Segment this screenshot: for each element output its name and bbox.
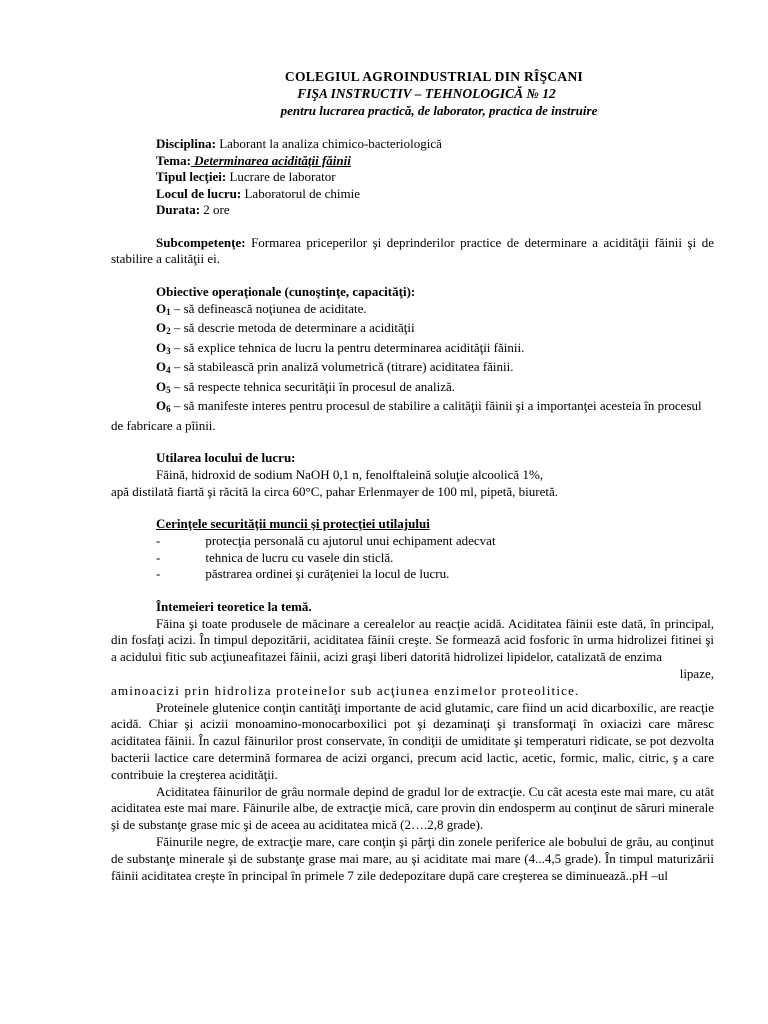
theory-paragraph-3: Aciditatea făinurilor de grâu normale depind de gradul lor de extracţie. Cu cât acesta este mai mare, cu atât aciditatea este mai mare. Făinurile albe, de extracţie mică, care provin din endosperm au conţinut de săruri minerale şi de substanţe grase mic şi de aceea au aciditatea mică (2….2,8 grade). [111,783,714,833]
lesson-meta [111,136,714,219]
objective-item: $O_4$ – să stabilească prin analiză volumetrică (titrare) aciditatea făinii. [156,359,514,376]
meta-lesson-type [156,169,714,186]
safety-title: Cerinţele securităţii muncii şi protecţiei utilajului [156,516,430,532]
duration-value: 2 ore [200,202,230,217]
workplace-title: Utilarea locului de lucru: [156,450,296,466]
lesson-type-label: Tipul lecţiei: [156,169,227,184]
safety-item: - tehnica de lucru cu vasele din sticlă. [156,549,394,565]
meta-place [156,186,714,203]
place-label: Locul de lucru: [156,185,242,201]
sheet-title: FIŞA INSTRUCTIV – TEHNOLOGICĂ № 12 [297,86,556,101]
document-body [111,136,714,884]
document-header [0,68,768,119]
discipline-value: Laborant la analiza chimico-bacteriologică [215,136,442,151]
theory-section [111,599,714,885]
subcompetences-paragraph [111,235,714,269]
topic-value: Determinarea acidităţii făinii [190,152,351,168]
objectives-title: Obiective operaţionale (cunoştinţe, capacităţi): [156,284,416,300]
objective-item: $O_1$ – să definească noţiunea de aciditate. [156,300,367,317]
theory-title: Întemeieri teoretice la temă. [156,598,312,614]
meta-duration [156,202,714,219]
meta-topic [156,153,714,170]
safety-item: - protecţia personală cu ajutorul unui echipament adecvat [156,533,496,549]
objective-item: $O_2$ – să descrie metoda de determinare a acidităţii [156,320,415,337]
theory-paragraph-4: Făinurile negre, de extracţie mare, care conţin şi părţi din zonele periferice ale bobului de grâu, au conţinut de substanţe minerale şi de substanţe grase mai mare, au şi aciditate mai mare (4...4,5 grade). În timpul maturizării făinii aciditatea creşte în principal în primele 7 zile dedepozitare după care creşterea se diminuează..pH –ul [111,833,714,883]
discipline-label: Disciplina: [156,136,216,151]
topic-label: Tema: [156,152,191,168]
college-name: COLEGIUL AGROINDUSTRIAL DIN RÎŞCANI [284,69,584,84]
duration-label: Durata: [156,202,201,217]
workplace-section [111,450,714,500]
theory-paragraph-1-end: aminoacizi prin hidroliza proteinelor sub acţiunea enzimelor proteolitice. [111,682,580,698]
lesson-type-value: Lucrare de laborator [226,169,336,184]
meta-discipline [156,136,714,153]
workplace-line-1: Făină, hidroxid de sodium NaOH 0,1 n, fenolftaleină soluţie alcoolică 1%, [156,466,544,482]
safety-section [111,516,714,582]
theory-paragraph-1: Făina şi toate produsele de măcinare a cerealelor au reacţie acidă. Aciditatea făinii este dată, în principal, din fosfaţi acizi. În timpul depozitării, aciditatea făinii creşte. Se formează acid fosforic în urma hidrolizei fitinei şi a acidului fitic sub acţiuneafitazei făinii, acizi graşi liberi datorită hidrolizei lipidelor, catalizată de enzima [111,615,714,665]
subcompetences-label: Subcompetenţe: [156,234,246,250]
objective-item: $O_6$ – să manifeste interes pentru procesul de stabilire a calităţii făinii şi a importanţei acesteia în procesul de fabricare a pîinii. [111,398,702,433]
objective-item: $O_3$ – să explice tehnica de lucru la pentru determinarea acidităţii făinii. [156,339,525,356]
safety-item: - păstrarea ordinei şi curăţeniei la locul de lucru. [156,566,450,582]
place-value: Laboratorul de chimie [241,185,360,201]
sheet-purpose: pentru lucrarea practică, de laborator, practica de instruire [280,103,598,118]
objectives-section [111,284,714,434]
subcompetences-text: Formarea priceperilor şi deprinderilor practice de determinare a aciditâţii făinii şi de stabilire a calităţii ei. [111,234,714,267]
theory-paragraph-2: Proteinele glutenice conţin cantităţi importante de acid glutamic, care fiind un acid dicarboxilic, are reacţie acidă. Chiar şi acizii monoamino-monocarboxilici pot şi dezaminaţi şi transformaţi în oxiacizi care măresc aciditatea făinii. În cazul făinurilor prost conservate, în condiţii de umiditate şi temperaturi ridicate, se pot dezvolta bacterii lactice care determină formarea de acizi organci, precum acid lactic, acetic, formic, malic, citric, ş a care contribuie la creşterea acidităţii. [111,699,714,782]
objective-item: $O_5$ – să respecte tehnica securităţii în procesul de analiză. [156,378,456,395]
workplace-line-2: apă distilată fiartă şi răcită la circa 60°C, pahar Erlenmayer de 100 ml, pipetă, biuretă. [111,483,559,499]
theory-lipaze: lipaze, [679,665,714,681]
